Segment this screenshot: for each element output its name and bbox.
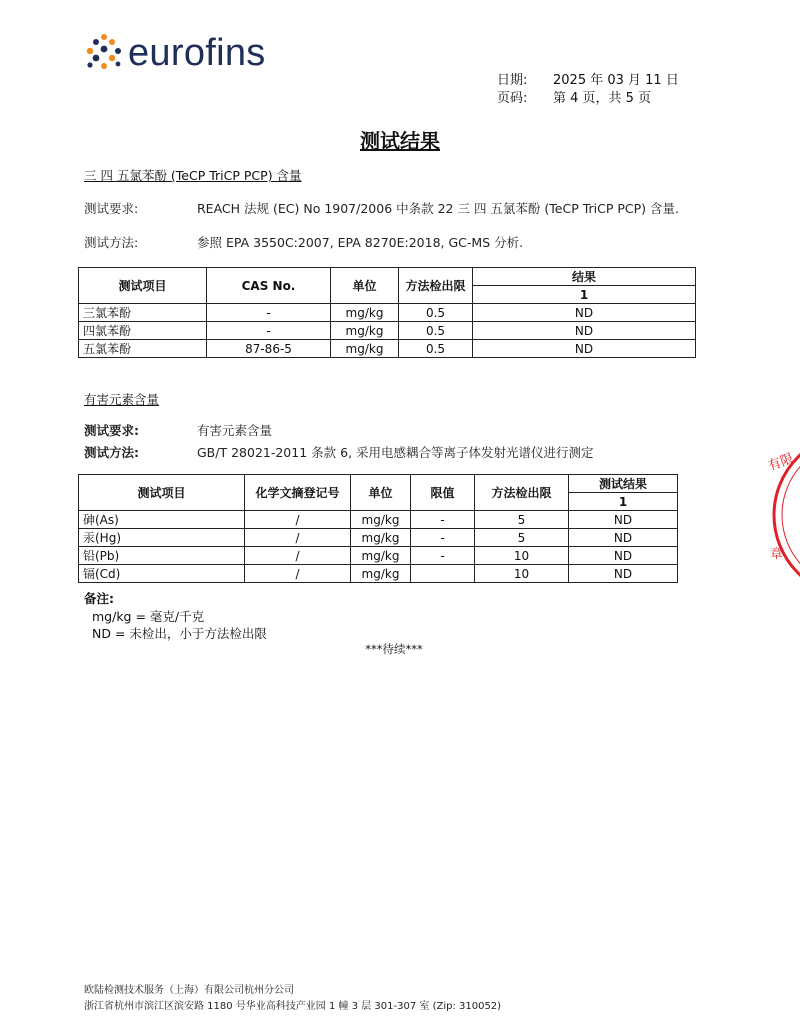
table-row xyxy=(79,304,696,322)
table-cell: mg/kg xyxy=(351,565,411,583)
table-cell: / xyxy=(245,529,351,547)
table-header: 结果 xyxy=(473,268,696,286)
table-cell: mg/kg xyxy=(331,322,399,340)
report-meta xyxy=(497,72,679,108)
section2-req-label: 测试要求: xyxy=(84,423,139,438)
table-cell: 10 xyxy=(475,547,569,565)
table-row xyxy=(79,565,678,583)
table-header: 测试项目 xyxy=(79,268,207,304)
section1-method-label: 测试方法: xyxy=(84,235,139,250)
table-header: CAS No. xyxy=(207,268,331,304)
svg-text:有限: 有限 xyxy=(766,451,796,475)
table-header: 测试项目 xyxy=(79,475,245,511)
table-header: 限值 xyxy=(411,475,475,511)
section1-req-value: REACH 法规 (EC) No 1907/2006 中条款 22 三 四 五氯苯酚 (TeCP TriCP PCP) 含量. xyxy=(197,201,679,216)
table-cell: / xyxy=(245,511,351,529)
table-cell: - xyxy=(207,322,331,340)
chlorophenol-table xyxy=(78,267,696,358)
section2-method-value: GB/T 28021-2011 条款 6, 采用电感耦合等离子体发射光谱仪进行测定 xyxy=(197,445,594,460)
table-cell: / xyxy=(245,565,351,583)
footer xyxy=(84,983,501,1015)
table-cell: mg/kg xyxy=(351,511,411,529)
table-cell: ND xyxy=(569,529,678,547)
table-cell: - xyxy=(411,511,475,529)
table-cell: 汞(Hg) xyxy=(79,529,245,547)
section2-req-value: 有害元素含量 xyxy=(197,423,273,438)
table-row xyxy=(79,529,678,547)
table-cell: 四氯苯酚 xyxy=(79,322,207,340)
section1-method-value: 参照 EPA 3550C:2007, EPA 8270E:2018, GC-MS 分析. xyxy=(197,235,524,250)
table-cell: ND xyxy=(569,511,678,529)
table-header-row xyxy=(79,268,696,286)
table-header-row xyxy=(79,475,678,493)
table-cell: - xyxy=(207,304,331,322)
section1-req-label: 测试要求: xyxy=(84,201,139,216)
table-cell: ND xyxy=(569,547,678,565)
table-row xyxy=(79,322,696,340)
table-cell: - xyxy=(411,529,475,547)
table-cell: 0.5 xyxy=(399,340,473,358)
table-cell: 10 xyxy=(475,565,569,583)
table-cell: mg/kg xyxy=(331,340,399,358)
table-cell: 五氯苯酚 xyxy=(79,340,207,358)
table-header: 方法检出限 xyxy=(475,475,569,511)
table-cell: 砷(As) xyxy=(79,511,245,529)
page-label: 页码: xyxy=(497,91,528,106)
table-header-sample: 1 xyxy=(473,286,696,304)
notes-line: mg/kg = 毫克/千克 xyxy=(92,609,205,624)
table-row xyxy=(79,547,678,565)
footer-company: 欧陆检测技术服务（上海）有限公司杭州分公司 xyxy=(84,985,294,996)
brand-name: eurofins xyxy=(128,31,266,74)
table-header-sample: 1 xyxy=(569,493,678,511)
table-cell: 三氯苯酚 xyxy=(79,304,207,322)
svg-text:章: 章 xyxy=(770,547,784,562)
table-cell: ND xyxy=(569,565,678,583)
page-title: 测试结果 xyxy=(360,129,440,153)
table-cell: 0.5 xyxy=(399,322,473,340)
table-cell: 铅(Pb) xyxy=(79,547,245,565)
footer-address: 浙江省杭州市滨江区滨安路 1180 号华业高科技产业园 1 幢 3 层 301-307 室 (Zip: 310052) xyxy=(84,1001,502,1012)
table-header: 化学文摘登记号 xyxy=(245,475,351,511)
table-cell: 87-86-5 xyxy=(207,340,331,358)
table-cell: mg/kg xyxy=(351,529,411,547)
table-row xyxy=(79,340,696,358)
section1-heading: 三 四 五氯苯酚 (TeCP TriCP PCP) 含量 xyxy=(84,168,302,183)
table-cell: mg/kg xyxy=(331,304,399,322)
table-cell: - xyxy=(411,547,475,565)
table-header: 测试结果 xyxy=(569,475,678,493)
section2-heading: 有害元素含量 xyxy=(84,392,160,407)
table-cell xyxy=(411,565,475,583)
notes-heading: 备注: xyxy=(84,591,114,606)
table-cell: 5 xyxy=(475,511,569,529)
notes-line: ND = 未检出，小于方法检出限 xyxy=(92,626,267,641)
table-header: 单位 xyxy=(351,475,411,511)
page-value: 第 4 页，共 5 页 xyxy=(553,91,652,106)
table-cell: ND xyxy=(473,304,696,322)
table-cell: 0.5 xyxy=(399,304,473,322)
elements-table xyxy=(78,474,678,583)
continued-marker: ***待续*** xyxy=(365,642,423,656)
table-cell: 5 xyxy=(475,529,569,547)
table-cell: 镉(Cd) xyxy=(79,565,245,583)
table-header: 单位 xyxy=(331,268,399,304)
table-cell: ND xyxy=(473,340,696,358)
table-header: 方法检出限 xyxy=(399,268,473,304)
company-seal-stamp xyxy=(766,430,800,600)
table-cell: ND xyxy=(473,322,696,340)
eurofins-dots-icon xyxy=(84,33,124,73)
table-cell: mg/kg xyxy=(351,547,411,565)
date-label: 日期: xyxy=(497,73,528,88)
section2-method-label: 测试方法: xyxy=(84,445,139,460)
table-row xyxy=(79,511,678,529)
eurofins-logo xyxy=(84,30,266,76)
table-cell: / xyxy=(245,547,351,565)
date-value: 2025 年 03 月 11 日 xyxy=(553,73,679,88)
